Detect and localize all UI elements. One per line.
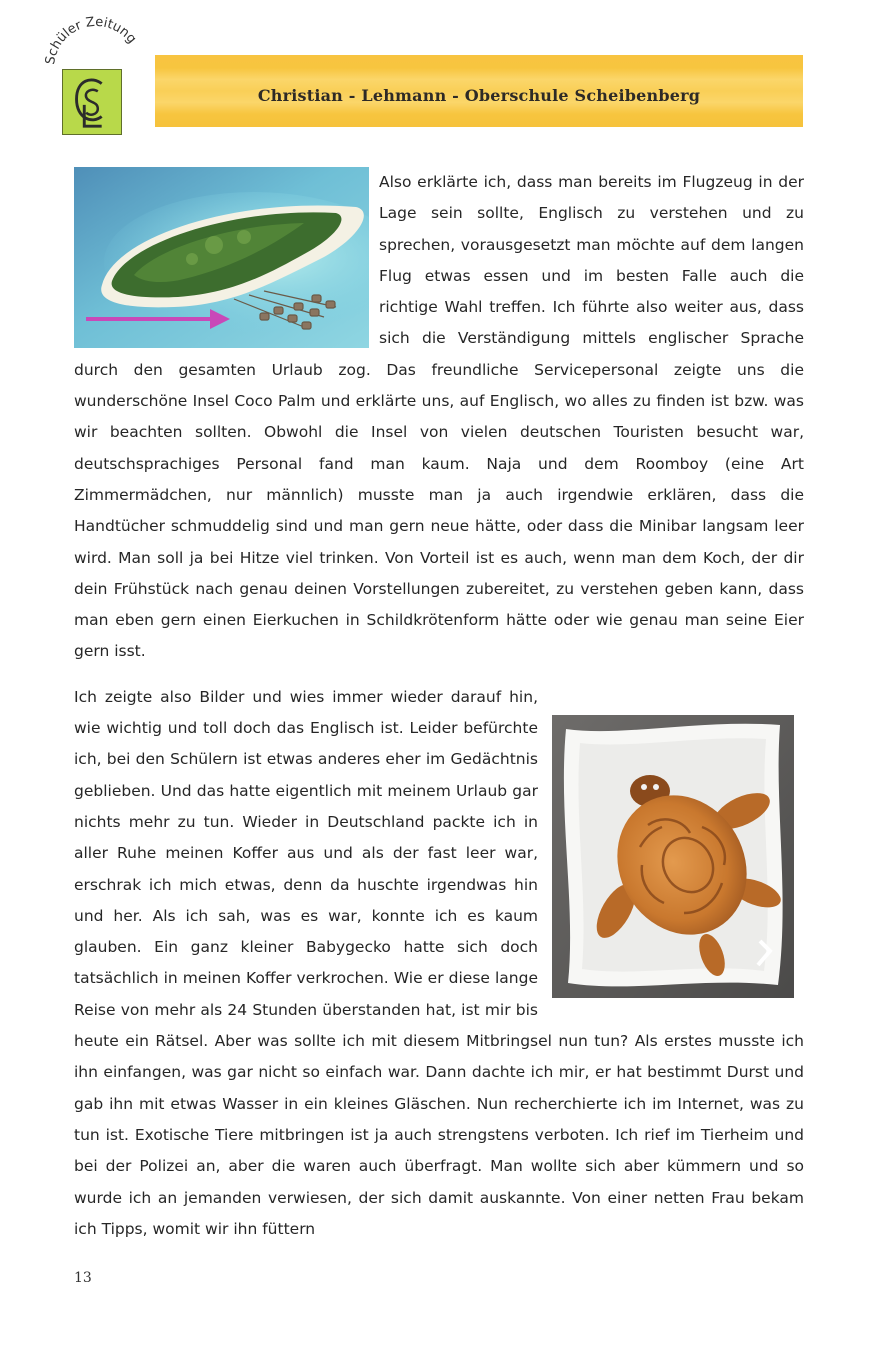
article-paragraph-1-text: Also erklärte ich, dass man bereits im Flugzeug in der Lage sein sollte, Englisch zu verstehen und zu sprechen, vorausgesetzt man möchte auf dem langen Flug etwas essen und im besten Falle auch die richtige Wahl treffen. Ich führte also weiter aus, dass sich die Verständigung mittels englischer Sprache durch den gesamten Urlaub zog. Das freundliche Servicepersonal zeigte uns die wunderschöne Insel Coco Palm und erklärte uns, auf Englisch, wo alles zu finden ist bzw. was wir beachten sollten. Obwohl die Insel von vielen deutschen Touristen besucht war, deutschsprachiges Personal fand man kaum. Naja und dem Roomboy (eine Art Zimmermädchen, nur männlich) musste man ja auch irgendwie erklären, dass die Handtücher schmuddelig sind und man gern neue hätte, oder dass die Minibar langsam leer wird. Man soll ja bei Hitze viel trinken. Von Vorteil ist es auch, wenn man dem Koch, der dir dein Frühstück nach genau deinen Vorstellungen zubereitet, zu verstehen geben kann, dass man eben gern einen Eierkuchen in Schildkrötenform hätte oder wie genau man seine Eier gern isst.	[74, 173, 804, 661]
turtle-pancake-photo	[552, 715, 794, 998]
island-aerial-photo	[74, 167, 369, 348]
page-number: 13	[74, 1270, 92, 1286]
article-paragraph-2	[74, 682, 804, 1245]
logo-monogram-icon	[62, 69, 122, 135]
svg-text:Schüler Zeitung: Schüler Zeitung	[43, 14, 140, 66]
school-banner	[155, 55, 803, 127]
article-paragraph-2-text: Ich zeigte also Bilder und wies immer wieder darauf hin, wie wichtig und toll doch das Englisch ist. Leider befürchte ich, bei den Schülern ist etwas anderes eher im Gedächtnis geblieben. Und das hatte eigentlich mit meinem Urlaub gar nichts mehr zu tun. Wieder in Deutschland packte ich in aller Ruhe meinen Koffer aus und als der fast leer war, erschrak ich mich etwas, denn da huschte irgendwas hin und her. Als ich sah, was es war, konnte ich es kaum glauben. Ein ganz kleiner Babygecko hatte sich doch tatsächlich in meinen Koffer verkrochen. Wie er diese lange Reise von mehr als 24 Stunden überstanden hat, ist mir bis heute ein Rätsel. Aber was sollte ich mit diesem Mitbringsel nun tun? Als erstes musste ich ihn einfangen, was gar nicht so einfach war. Dann dachte ich mir, er hat bestimmt Durst und gab ihn mit etwas Wasser in ein kleines Gläschen. Nun recherchierte ich im Internet, was zu tun ist. Exotische Tiere mitbringen ist ja auch strengstens verboten. Ich rief im Tierheim und bei der Polizei an, aber die waren auch überfragt. Man wollte sich aber kümmern und so wurde ich an jemanden verwiesen, der sich damit auskannte. Von einer netten Frau bekam ich Tipps, womit wir ihn füttern	[74, 687, 804, 1238]
school-name: Christian - Lehmann - Oberschule Scheibenberg	[257, 85, 701, 105]
article-paragraph-1	[74, 167, 804, 668]
article-body	[74, 167, 804, 1245]
school-newspaper-logo	[38, 12, 148, 130]
